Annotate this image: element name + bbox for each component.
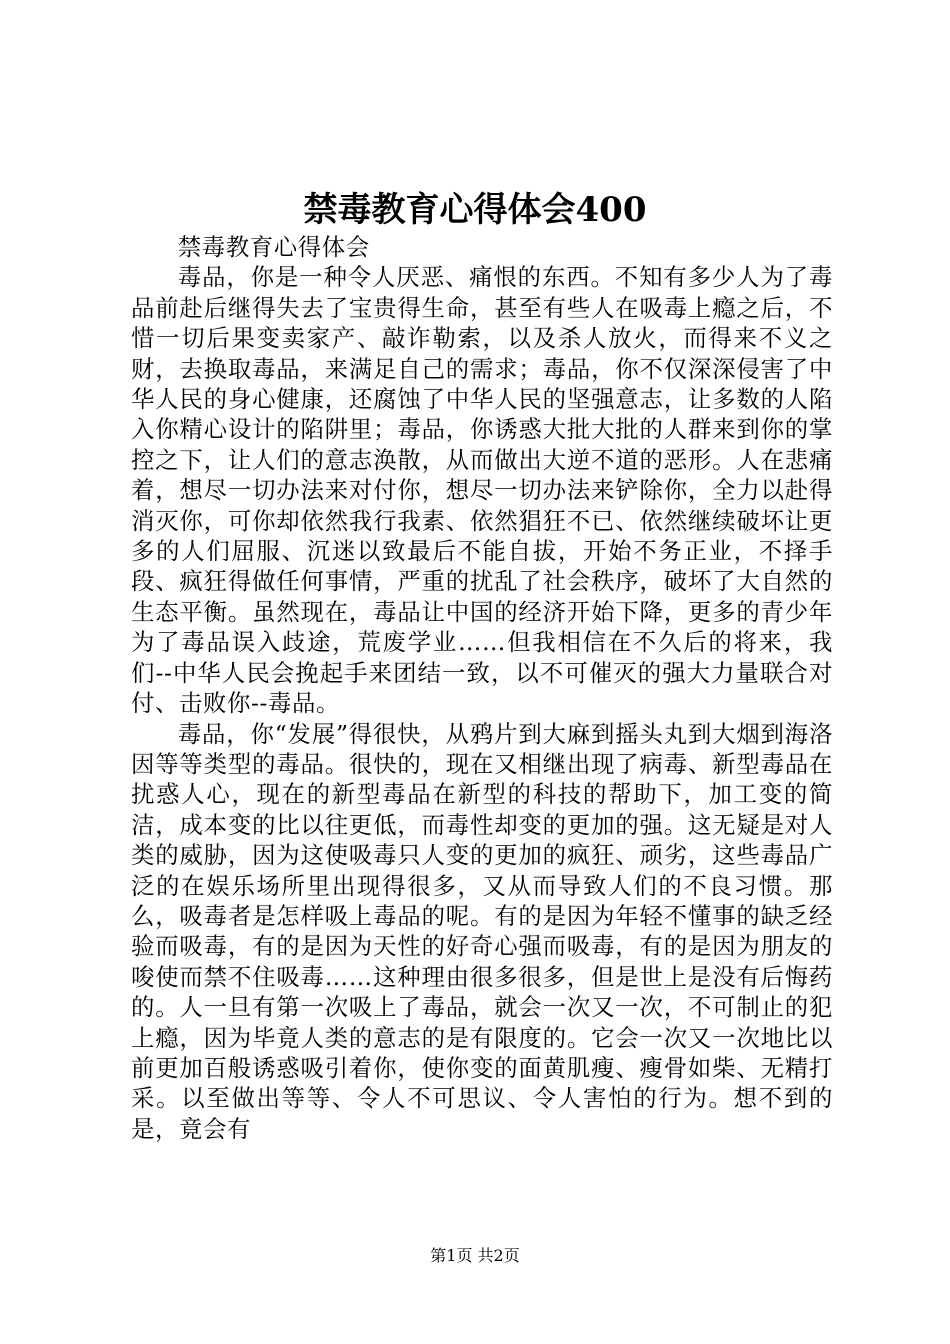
subtitle-paragraph: 禁毒教育心得体会 (177, 233, 370, 261)
page-number-footer: 第1页 共2页 (430, 1246, 520, 1265)
document-title: 禁毒教育心得体会400 (303, 190, 647, 230)
body-paragraph-1: 毒品，你是一种令人厌恶、痛恨的东西。不知有多少人为了毒品前赴后继得失去了宝贵得生命，甚至有些人在吸毒上瘾之后，不惜一切后果变卖家产、敲诈勒索，以及杀人放火，而得来不义之财，去换取毒品，来满足自己的需求；毒品，你不仅深深侵害了中华人民的身心健康，还腐蚀了中华人民的坚强意志，让多数的人陷入你精心设计的陷阱里；毒品，你诱惑大批大批的人群来到你的掌控之下，让人们的意志涣散，从而做出大逆不道的恶形。人在悲痛着，想尽一切办法来对付你，想尽一切办法来铲除你，全力以赴得消灭你，可你却依然我行我素、依然猖狂不已、依然继续破坏让更多的人们屈服、沉迷以致最后不能自拔，开始不务正业，不择手段、疯狂得做任何事情，严重的扰乱了社会秩序，破坏了大自然的生态平衡。虽然现在，毒品让中国的经济开始下降，更多的青少年为了毒品误入歧途，荒废学业……但我相信在不久后的将来，我们--中华人民会挽起手来团结一致，以不可催灭的强大力量联合对付、击败你--毒品。 (131, 263, 833, 718)
body-paragraph-2: 毒品，你“发展”得很快，从鸦片到大麻到摇头丸到大烟到海洛因等等类型的毒品。很快的，现在又相继出现了病毒、新型毒品在扰惑人心，现在的新型毒品在新型的科技的帮助下，加工变的简洁，成本变的比以往更低，而毒性却变的更加的强。这无疑是对人类的威胁，因为这使吸毒只人变的更加的疯狂、顽劣，这些毒品广泛的在娱乐场所里出现得很多，又从而导致人们的不良习惯。那么，吸毒者是怎样吸上毒品的呢。有的是因为年轻不懂事的缺乏经验而吸毒，有的是因为天性的好奇心强而吸毒，有的是因为朋友的唆使而禁不住吸毒……这种理由很多很多，但是世上是没有后悔药的。人一旦有第一次吸上了毒品，就会一次又一次，不可制止的犯上瘾，因为毕竟人类的意志的是有限度的。它会一次又一次地比以前更加百般诱惑吸引着你，使你变的面黄肌瘦、瘦骨如柴、无精打采。以至做出等等、令人不可思议、令人害怕的行为。想不到的是，竟会有 (131, 719, 833, 1143)
document-body (131, 232, 833, 1144)
